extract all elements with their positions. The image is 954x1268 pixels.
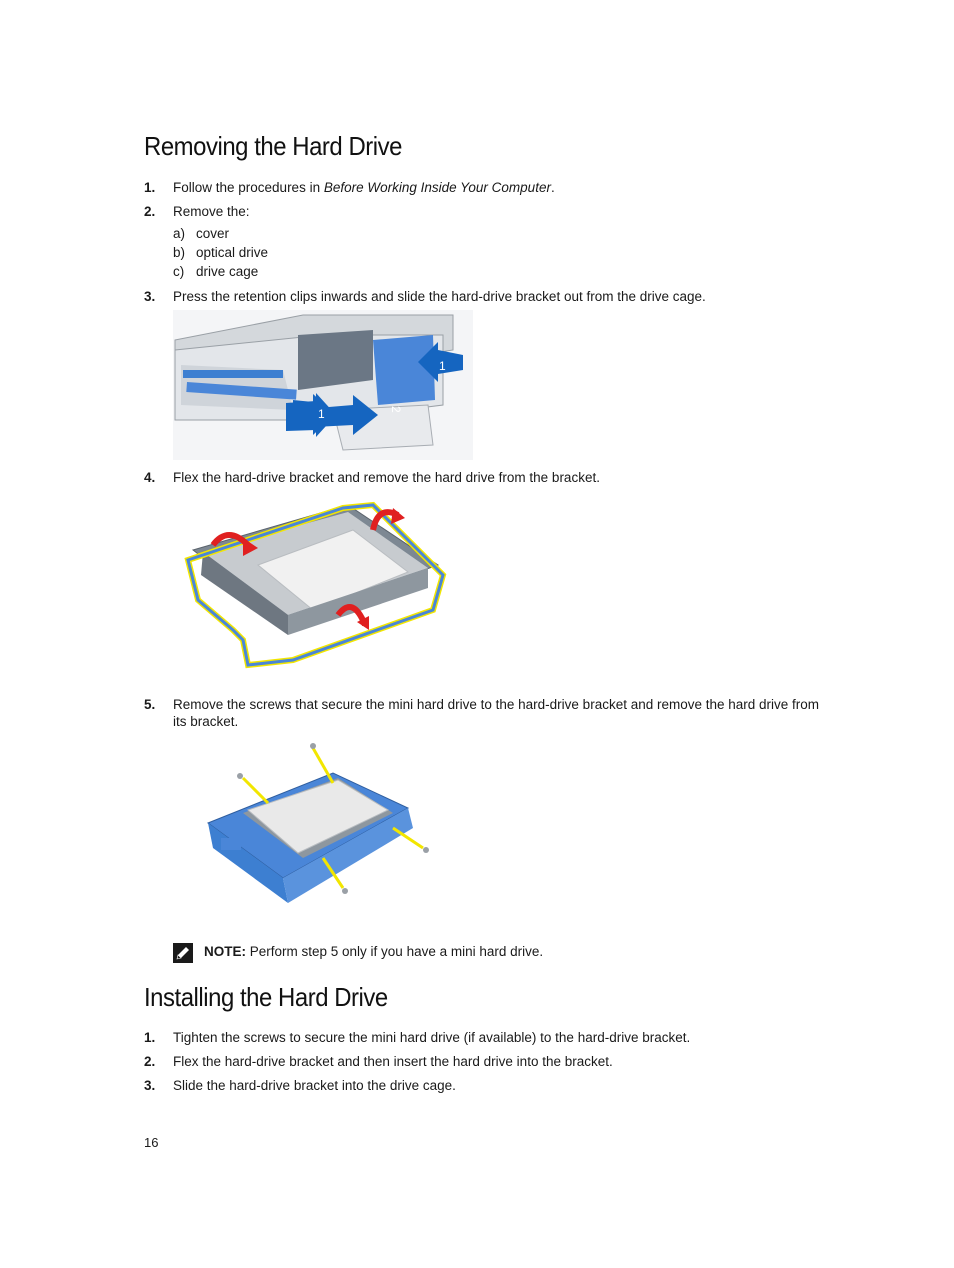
note-label: NOTE:: [204, 944, 246, 959]
callout-1-right: 1: [439, 359, 446, 373]
sub-item-drive-cage: [173, 264, 258, 279]
step-text-part: .: [550, 180, 555, 195]
flex-bracket-illustration: [173, 490, 463, 680]
step-number: 1.: [144, 1030, 156, 1045]
step-number: 3.: [144, 1078, 156, 1093]
sub-item-letter: c): [173, 264, 185, 279]
step-text: Remove the:: [173, 204, 250, 219]
callout-1-left: 1: [318, 407, 325, 421]
step-number: 5.: [144, 697, 156, 712]
sub-item-letter: a): [173, 226, 186, 241]
note-pencil-icon: [173, 943, 193, 963]
sub-item-optical-drive: [173, 245, 268, 260]
step-text: Remove the screws that secure the mini hard drive to the hard-drive bracket and remove the hard drive from its bracket.: [173, 697, 820, 729]
step-number: 4.: [144, 470, 156, 485]
step-text: Flex the hard-drive bracket and then insert the hard drive into the bracket.: [173, 1054, 613, 1069]
callout-2: 2: [389, 406, 403, 413]
step-text: Flex the hard-drive bracket and remove the hard drive from the bracket.: [173, 470, 600, 485]
step-text-part: Follow the procedures in: [173, 180, 324, 195]
note-text: [204, 944, 543, 959]
heading-removing-hard-drive: Removing the Hard Drive: [144, 131, 402, 161]
step-text: Slide the hard-drive bracket into the drive cage.: [173, 1078, 456, 1093]
note-body: Perform step 5 only if you have a mini hard drive.: [246, 944, 544, 959]
reference-link-text: Before Working Inside Your Computer: [323, 180, 551, 195]
sub-item-cover: [173, 226, 229, 241]
figure-mini-hard-drive: [173, 738, 463, 928]
figure-drive-cage: [173, 310, 473, 460]
drive-cage-illustration: [173, 310, 473, 460]
sub-item-letter: b): [173, 245, 186, 260]
page-number: 16: [144, 1135, 159, 1150]
sub-item-text: optical drive: [196, 245, 269, 260]
sub-item-text: drive cage: [196, 264, 259, 279]
step-number: 3.: [144, 289, 156, 304]
step-text: [173, 179, 823, 196]
step-text: Tighten the screws to secure the mini hard drive (if available) to the hard-drive bracket.: [173, 1030, 691, 1045]
step-number: 1.: [144, 180, 156, 195]
mini-hard-drive-illustration: [173, 738, 463, 928]
figure-flex-bracket: [173, 490, 463, 680]
step-number: 2.: [144, 204, 156, 219]
step-text: Press the retention clips inwards and slide the hard-drive bracket out from the drive cage.: [173, 289, 706, 304]
heading-installing-hard-drive: Installing the Hard Drive: [144, 982, 388, 1012]
step-number: 2.: [144, 1054, 156, 1069]
sub-item-text: cover: [196, 226, 230, 241]
